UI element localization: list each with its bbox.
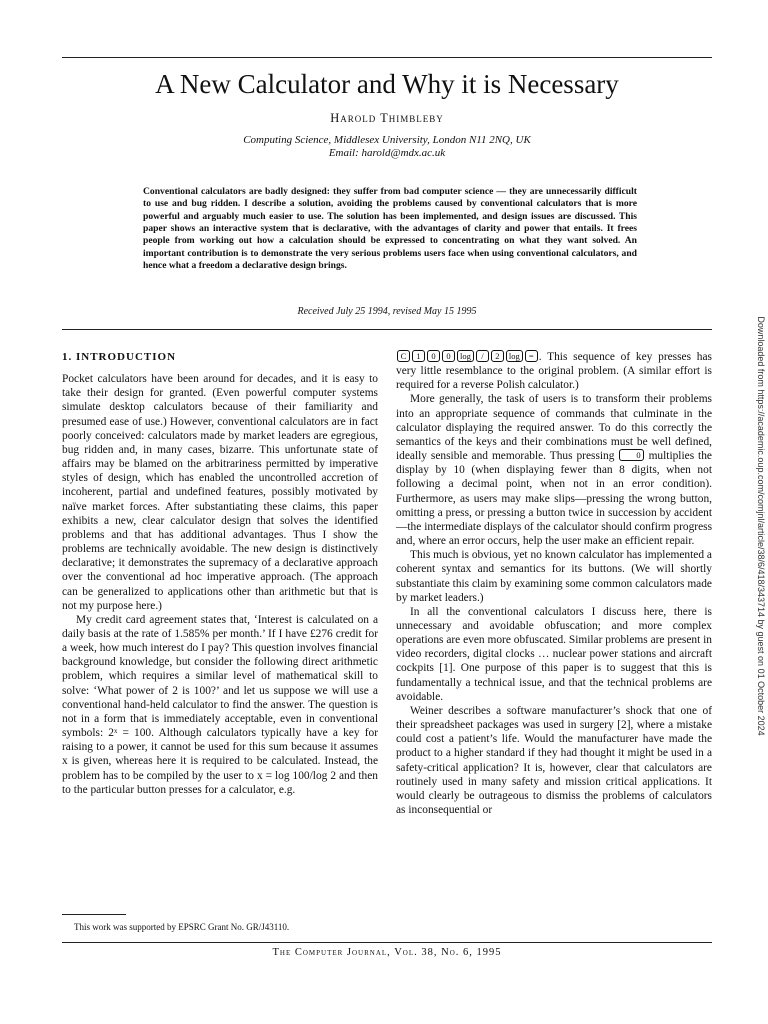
intro-paragraph-1: Pocket calculators have been around for decades, and it is easy to take their design for granted. (Even powerful computer systems simulate desktop calculators because of their familiarity and presumed ease of use.) However, conventional calculators are in fact poorly conceived: calculators made by market leaders are egregious, bug ridden and, in many cases, bizarre. This unfortunate state of affairs may be blamed on the arbitrariness permitted by imperative styles of design, which has enabled the uncontrolled accretion of incoherent, partial and undefined features, possibly motivated by naïve market forces. After substantiating these claims, this paper exhibits a new, clear calculator design that solves the identified problems and that has additional advantages. Thus I show the problems are technically avoidable. The new design is distinctively declarative; it demonstrates the supremacy of a declarative approach over the conventional ad hoc imperative approach. (The approach can be generalized to applications other than arithmetic but that is not my purpose here.)	[62, 373, 378, 612]
key-sequence-text: . This sequence of key presses has very little resemblance to the original problem. (A similar effort is required for a reverse Polish calculator.)	[396, 351, 712, 392]
key-c: C	[397, 350, 410, 362]
journal-footer: The Computer Journal, Vol. 38, No. 6, 1995	[272, 947, 502, 958]
download-sidebar	[748, 285, 768, 775]
key-sequence-paragraph	[396, 350, 712, 392]
footnote: This work was supported by EPSRC Grant No. GR/J43110.	[74, 922, 290, 932]
key-1: 1	[412, 350, 425, 362]
footer-rule	[62, 942, 712, 943]
affiliation: Computing Science, Middlesex University, London N11 2NQ, UK	[243, 134, 531, 146]
author-email: Email: harold@mdx.ac.uk	[328, 147, 446, 159]
key-0: 0	[427, 350, 440, 362]
abstract: Conventional calculators are badly designed: they suffer from bad computer science — they are unnecessarily difficult to use and bug ridden. I describe a solution, avoiding the problems caused by conventional calculators that is more powerful and arguably much easier to use. The solution has been implemented, and design issues are discussed. This paper shows an interactive system that is declarative, with the advantages of clarity and power that entails. It frees people from working out how a calculation should be expressed to concentrating on what they want solved. An important contribution is to demonstrate the very serious problems users face when using conventional calculators, and hence what a freedom a declarative design brings.	[143, 186, 637, 272]
key-sequence	[396, 351, 539, 363]
paragraph-no-calculator: This much is obvious, yet no known calculator has implemented a coherent syntax and semantics for its buttons. (We will shortly substantiate this claim by examining some common calculators made by market leaders.)	[396, 549, 712, 604]
key-divide: /	[476, 350, 489, 362]
intro-paragraph-2: My credit card agreement states that, ‘Interest is calculated on a daily basis at the rate of 1.585% per month.’ If I have £276 credit for a week, how much interest do I pay? This question involves financial background knowledge, but consider the following direct arithmetic problem, which requires a similar level of mathematical skill to solve: ‘What power of 2 is 100?’ and let us suppose we will use a conventional hand-held calculator to find the answer. The question is not in a form that is immediately acceptable, even in conventional symbols: 2ˣ = 100. Although calculators typically have a key for raising to a power, it cannot be used for this sum because it assumes x is given, whereas here it is required to be calculated. Instead, the problem has to be compiled by the user to x = log 100/log 2 and then to the particular button presses for a calculator, e.g.	[62, 613, 378, 796]
header-bottom-rule	[62, 329, 712, 330]
left-column	[62, 350, 378, 797]
key-log: log	[457, 350, 474, 362]
semantics-text-b: multiplies the display by 10 (when displaying fewer than 8 digits, when not following a decimal point, when not in an error condition). Furthermore, as users may make slips—pressing the wrong button, omitting a press, or pressing a button twice in succession by accident—the intermediate displays of the calculator should confirm progress and, where an error occurs, help the user make an efficient repair.	[396, 450, 712, 548]
key-0: 0	[442, 350, 455, 362]
key-2: 2	[491, 350, 504, 362]
paper-title: A New Calculator and Why it is Necessary	[155, 69, 619, 99]
section-heading: 1. INTRODUCTION	[62, 351, 177, 363]
right-column	[396, 350, 712, 817]
author-name: Harold Thimbleby	[330, 111, 444, 125]
paragraph-semantics	[396, 392, 712, 548]
key-log: log	[506, 350, 523, 362]
footnote-rule	[62, 914, 126, 915]
paragraph-obfuscation: In all the conventional calculators I discuss here, there is unnecessary and avoidable obfuscation; and more complex operations are even more obfuscated. Similar problems are present in video recorders, digital clocks … nuclear power stations and aircraft cockpits [1]. One purpose of this paper is to suggest that this is fundamentally a technical issue, and that the technical problems are avoidable.	[396, 605, 712, 703]
top-rule	[62, 57, 712, 58]
key-equals: =	[525, 350, 538, 362]
semantics-text-a: More generally, the task of users is to transform their problems into an appropriate sequence of commands that culminate in the calculator displaying the required answer. To do this correctly the semantics of the keys and their combinations must be well defined, ideally sensible and memorable. Thus pressing	[396, 393, 712, 463]
download-notice: Downloaded from https://academic.oup.com/comjnl/article/38/6/418/343714 by guest on 01 October 2024	[756, 316, 766, 736]
paragraph-weiner: Weiner describes a software manufacturer’s shock that one of their spreadsheet packages was used in surgery [2], where a mistake could cost a patient’s life. Would the manufacturer have made the product to a higher standard if they had thought it might be used in a safety-critical application? It is, however, clear that calculators are routinely used in many safety and mission critical applications. It would clearly be outrageous to dismiss the problems of calculators as inconsequential or	[396, 704, 712, 816]
affiliation-block	[62, 134, 712, 160]
received-dates: Received July 25 1994, revised May 15 1995	[297, 306, 477, 317]
key-0-inline: 0	[619, 449, 643, 461]
